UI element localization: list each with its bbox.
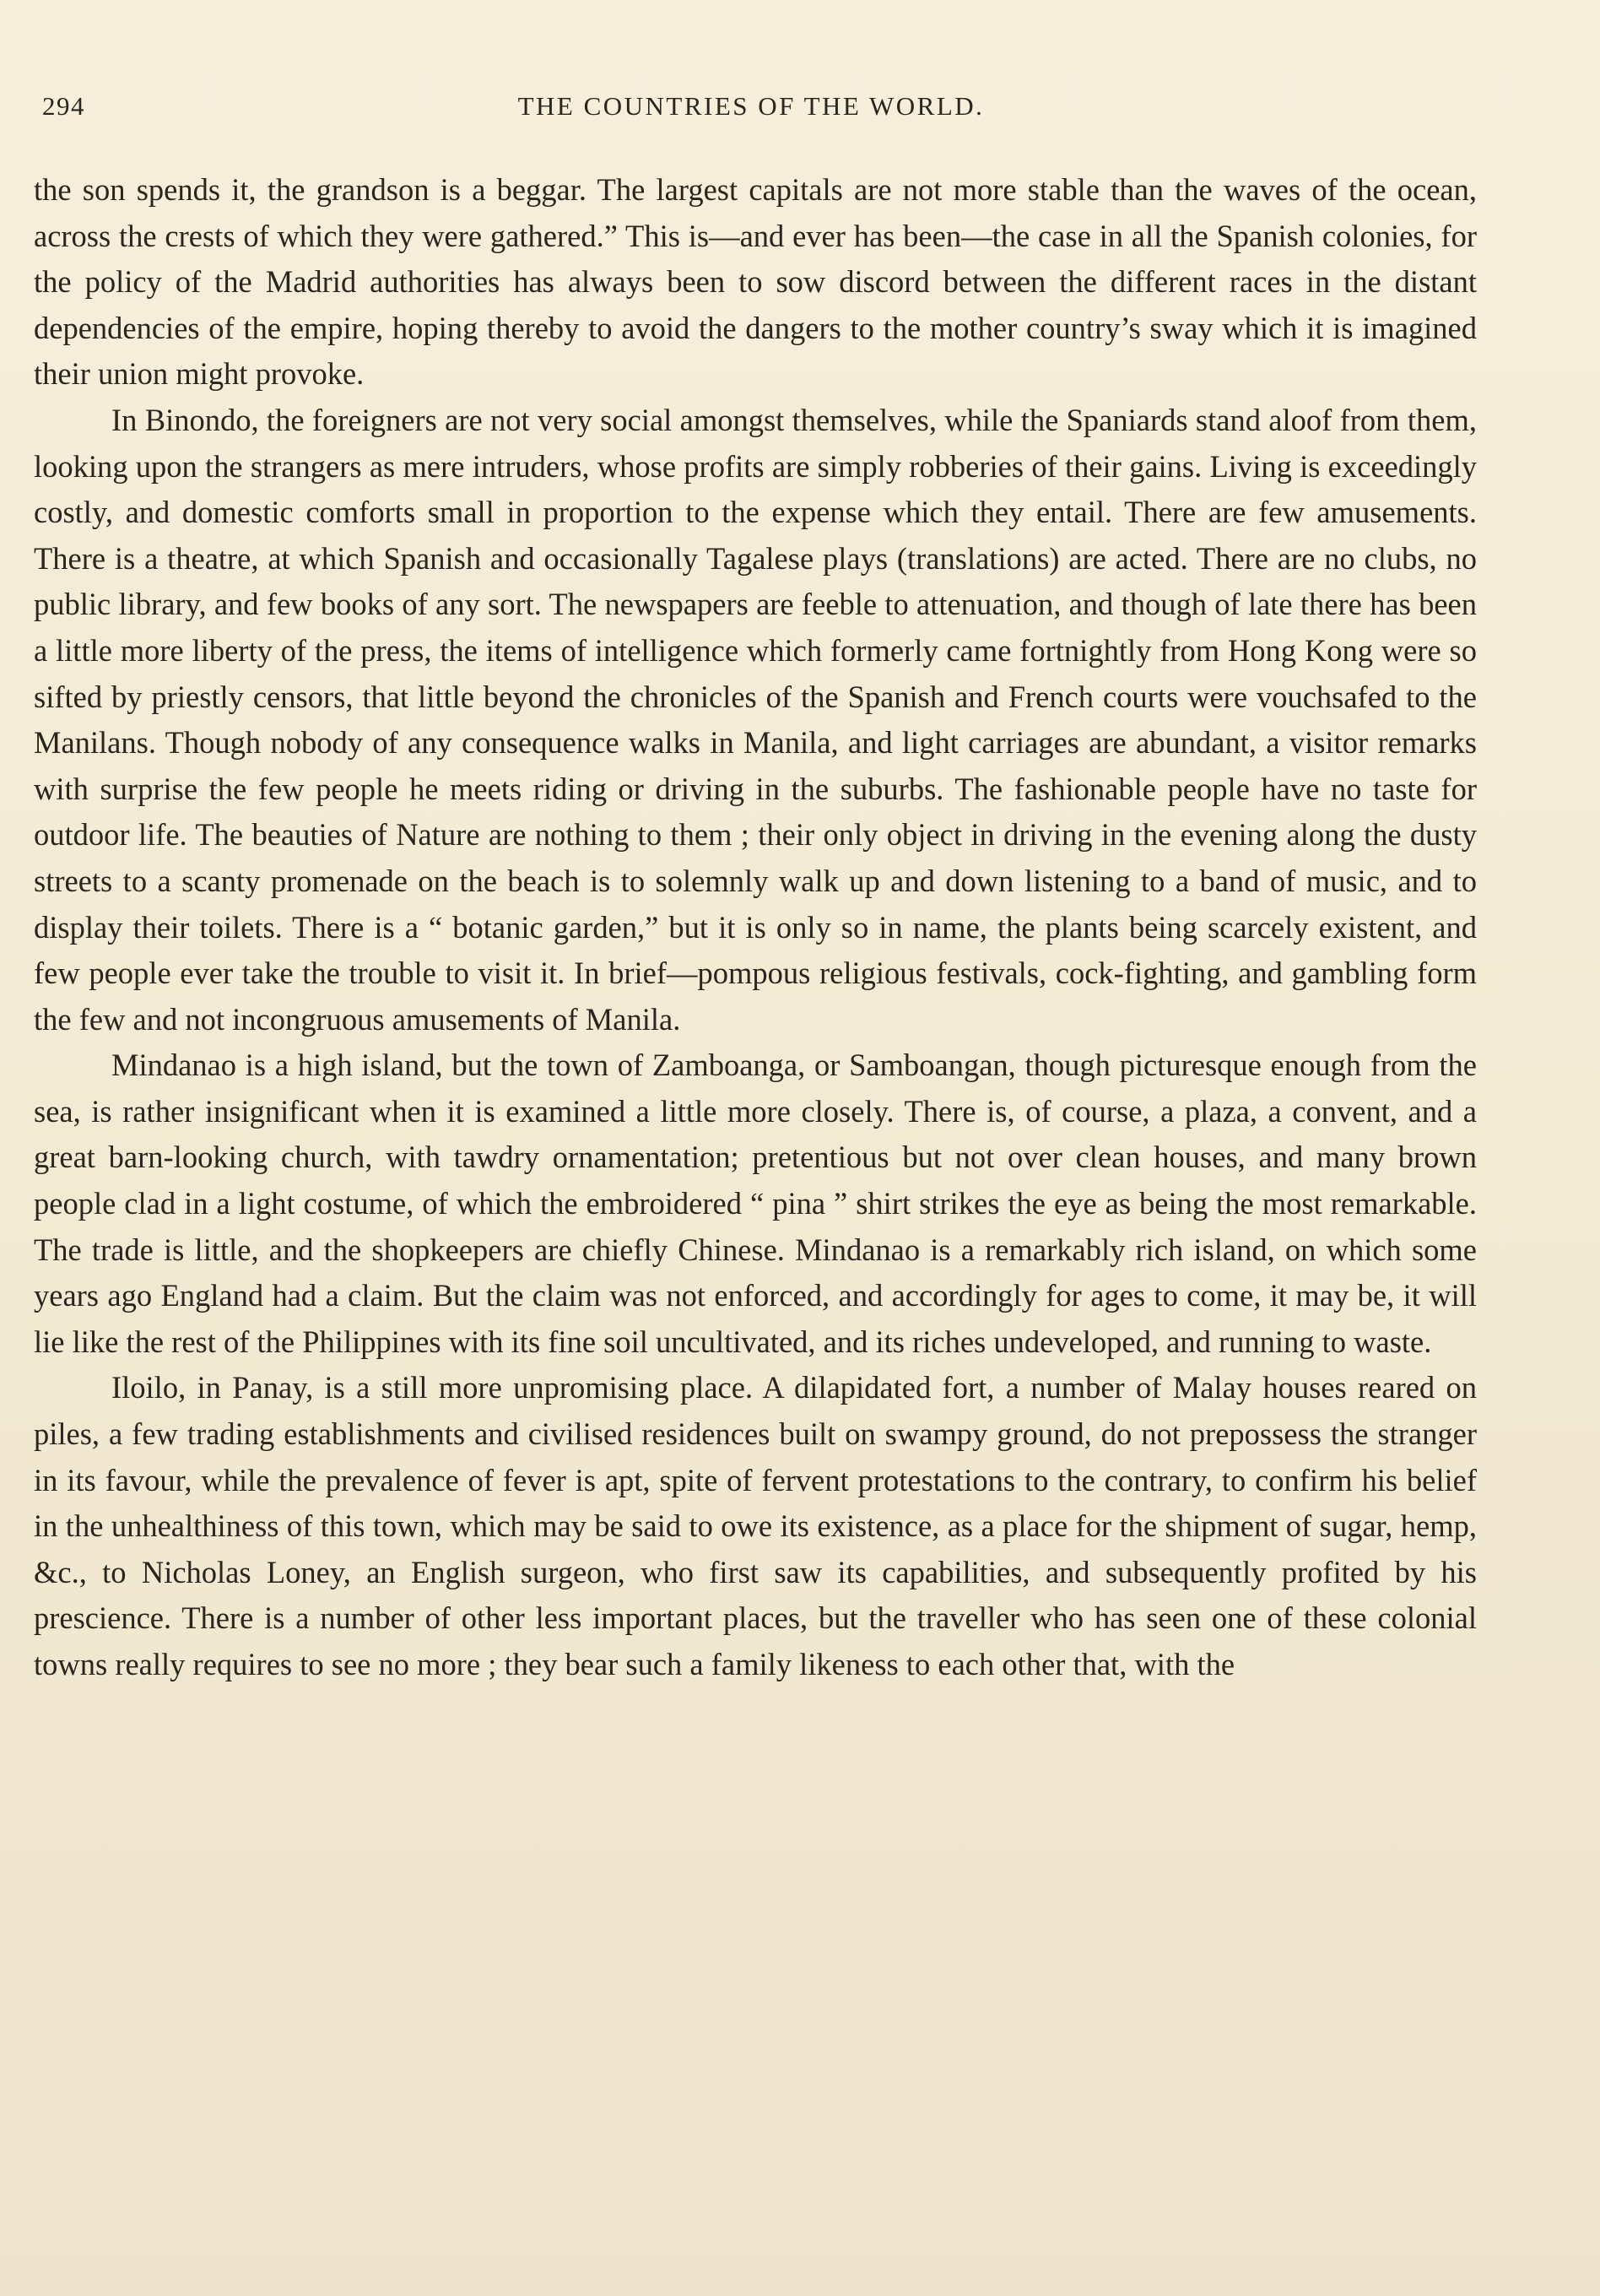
page-header <box>34 91 1468 133</box>
paragraph-mindanao: Mindanao is a high island, but the town of Zamboanga, or Samboangan, though picturesque enough from the sea, is rather insignificant when it is examined a little more closely. There is, of course, a plaza, a convent, and a great barn-looking church, with tawdry ornamentation; pretentious but not over clean houses, and many brown people clad in a light costume, of which the embroidered “ pina ” shirt strikes the eye as being the most remarkable. The trade is little, and the shopkeepers are chiefly Chinese. Mindanao is a remarkably rich island, on which some years ago England had a claim. But the claim was not enforced, and accordingly for ages to come, it may be, it will lie like the rest of the Philippines with its fine soil uncultivated, and its riches undeveloped, and running to waste. <box>34 1048 1477 1359</box>
paragraph-binondo: In Binondo, the foreigners are not very social amongst themselves, while the Spaniards stand aloof from them, looking upon the strangers as mere intruders, whose profits are simply robberies of their gains. Living is exceedingly costly, and domestic comforts small in proportion to the expense which they entail. There are few amusements. There is a theatre, at which Spanish and occasionally Tagalese plays (translations) are acted. There are no clubs, no public library, and few books of any sort. The newspapers are feeble to attenuation, and though of late there has been a little more liberty of the press, the items of intelligence which formerly came fortnightly from Hong Kong were so sifted by priestly censors, that little beyond the chronicles of the Spanish and French courts were vouchsafed to the Manilans. Though nobody of any consequence walks in Manila, and light carriages are abundant, a visitor remarks with surprise the few people he meets riding or driving in the suburbs. The fashionable people have no taste for outdoor life. The beauties of Nature are nothing to them ; their only object in driving in the evening along the dusty streets to a scanty promenade on the beach is to solemnly walk up and down listening to a band of music, and to display their toilets. There is a “ botanic garden,” but it is only so in name, the plants being scarcely existent, and few people ever take the trouble to visit it. In brief—pompous religious festivals, cock-fighting, and gambling form the few and not incongruous amusements of Manila. <box>34 402 1477 1037</box>
page-number: 294 <box>42 91 85 121</box>
paragraph-continuation: the son spends it, the grandson is a beggar. The largest capitals are not more stable than the waves of the ocean, across the crests of which they were gathered.” This is—and ever has been—the case in all the Spanish colonies, for the policy of the Madrid authorities has always been to sow discord between the different races in the distant dependencies of the empire, hoping thereby to avoid the dangers to the mother country’s sway which it is imagined their union might provoke. <box>34 172 1477 392</box>
paragraph-iloilo: Iloilo, in Panay, is a still more unpromising place. A dilapidated fort, a number of Malay houses reared on piles, a few trading establishments and civilised residences built on swampy ground, do not prepossess the stranger in its favour, while the prevalence of fever is apt, spite of fervent protestations to the contrary, to confirm his belief in the unhealthiness of this town, which may be said to owe its existence, as a place for the shipment of sugar, hemp, &c., to Nicholas Loney, an English surgeon, who first saw its capabilities, and subsequently profited by his prescience. There is a number of other less important places, but the traveller who has seen one of these colonial towns really requires to see no more ; they bear such a family likeness to each other that, with the <box>34 1370 1477 1681</box>
running-title: THE COUNTRIES OF THE WORLD. <box>517 91 985 121</box>
body-text <box>34 167 1477 1688</box>
